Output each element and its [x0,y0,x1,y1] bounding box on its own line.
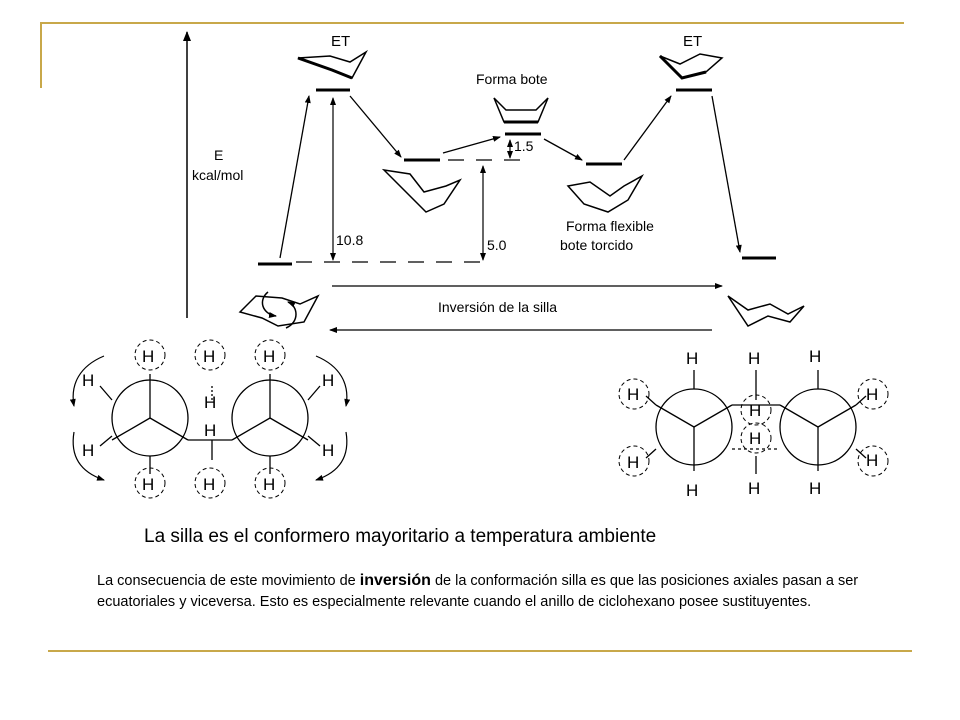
twist-left-conformer [384,170,460,212]
axis-label-e: E [214,147,224,163]
h-atom: H [749,429,762,448]
h-atom: H [866,385,879,404]
h-atom: H [627,385,640,404]
et-right-label: ET [683,33,703,50]
inversion-label: Inversión de la silla [438,299,558,315]
paragraph-part2: de la conformación silla es que las posiciones axiales pasan a ser ecuatoriales y viceversa. Esto es especialmente relevante cuando el anillo de ciclohexano posee sustituyentes. [97,573,859,610]
twist-label-line1: Forma flexible [566,218,654,234]
energy-axis [187,32,243,318]
h-atom: H [263,347,276,366]
value-5-0: 5.0 [487,237,507,253]
h-atom: H [82,371,95,390]
newman-left [73,340,347,498]
h-atom: H [627,453,640,472]
h-atom: H [866,451,879,470]
h-atom: H [203,347,216,366]
h-atom: H [203,475,216,494]
h-atom: H [748,479,761,498]
paragraph-part1: La consecuencia de este movimiento de [97,573,360,589]
h-atom: H [749,401,762,420]
h-atom: H [809,479,822,498]
h-atom: H [82,441,95,460]
ts-left-conformer [298,52,366,78]
h-atom: H [263,475,276,494]
h-atom: H [748,349,761,368]
h-atom: H [142,475,155,494]
boat-label: Forma bote [476,71,548,87]
paragraph-bold: inversión [359,572,431,589]
twist-right-conformer [568,176,642,212]
h-atom: H [142,347,155,366]
caption: La silla es el conformero mayoritario a temperatura ambiente [144,526,657,547]
h-atom: H [204,393,217,412]
h-atom: H [809,347,822,366]
ts-right-conformer [660,54,722,78]
newman-right [619,347,888,500]
chair-right-conformer [728,296,804,326]
axis-label-unit: kcal/mol [192,167,244,183]
explanation-paragraph [97,570,917,613]
twist-label-line2: bote torcido [560,237,634,253]
h-atom: H [322,441,335,460]
boat-conformer [494,98,548,122]
h-atom: H [686,481,699,500]
value-1-5: 1.5 [514,138,534,154]
value-10-8: 10.8 [336,232,364,248]
h-atom: H [322,371,335,390]
h-atom: H [204,421,217,440]
h-atom: H [686,349,699,368]
chair-left-conformer [240,292,318,328]
et-left-label: ET [331,33,351,50]
